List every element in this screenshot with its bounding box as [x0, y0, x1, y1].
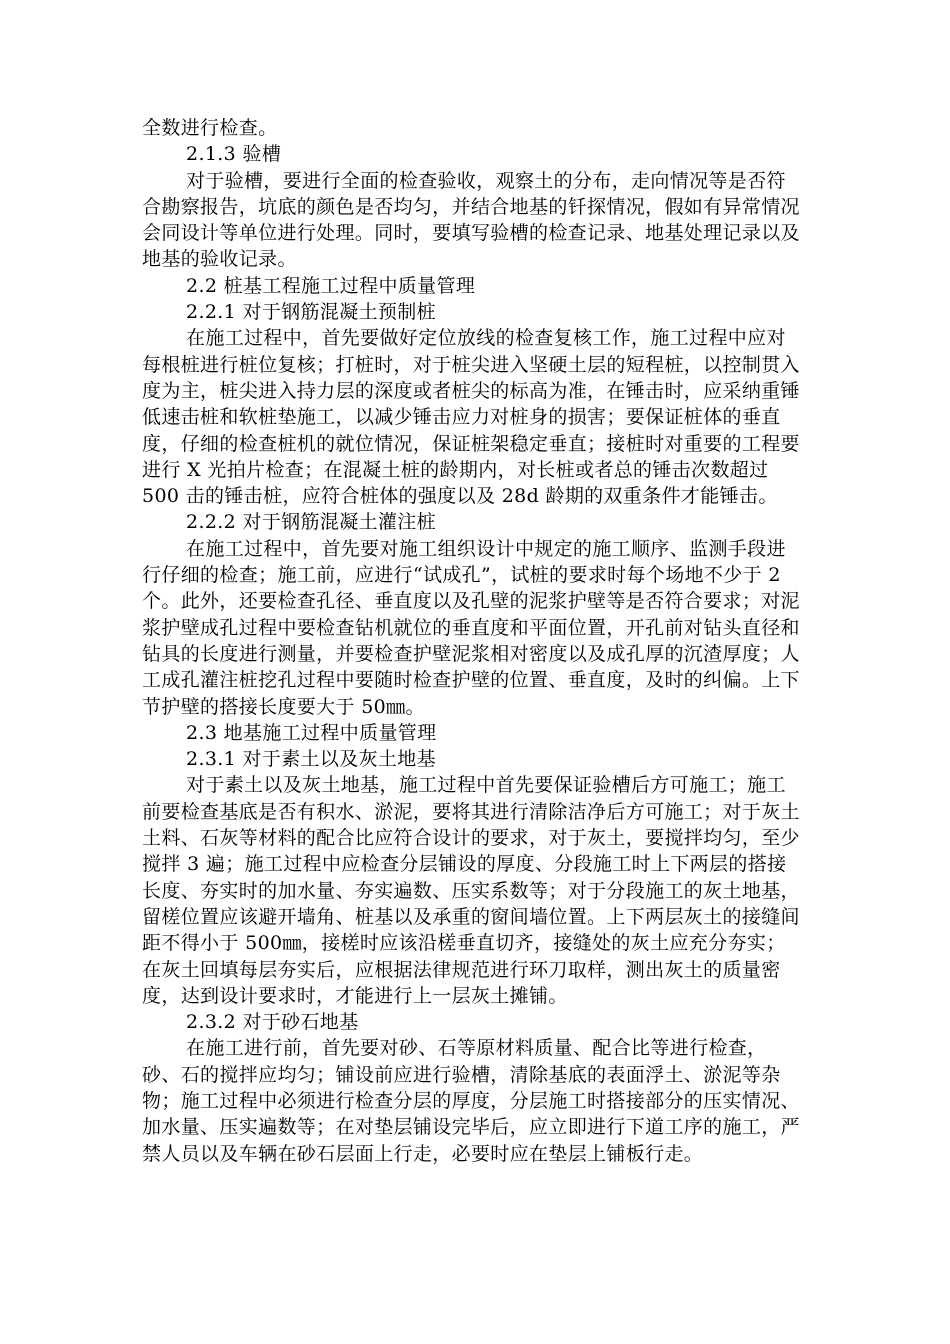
- paragraph-inspection-trench: 对于验槽，要进行全面的检查验收，观察土的分布，走向情况等是否符合勘察报告，坑底的颜色是否均匀，并结合地基的钎探情况，假如有异常情况会同设计等单位进行处理。同时，要填写验槽的检查记录、地基处理记录以及地基的验收记录。: [142, 169, 800, 271]
- paragraph-sand-gravel-foundation: 在施工进行前，首先要对砂、石等原材料质量、配合比等进行检查，砂、石的搅拌应均匀；铺设前应进行验槽，清除基底的表面浮土、淤泥等杂物；施工过程中必须进行检查分层的厚度，分层施工时搭接部分的压实情况、加水量、压实遍数等；在对垫层铺设完毕后，应立即进行下道工序的施工，严禁人员以及车辆在砂石层面上行走，必要时应在垫层上铺板行走。: [142, 1037, 800, 1165]
- paragraph-lime-soil-foundation: 对于素土以及灰土地基，施工过程中首先要保证验槽后方可施工；施工前要检查基底是否有积水、淤泥，要将其进行清除洁净后方可施工；对于灰土土料、石灰等材料的配合比应符合设计的要求，对于灰土，要搅拌均匀，至少搅拌 3 遍；施工过程中应检查分层铺设的厚度、分段施工时上下两层的搭接长度、夯实时的加水量、夯实遍数、压实系数等；对于分段施工的灰土地基，留槎位置应该避开墙角、桩基以及承重的窗间墙位置。上下两层灰土的接缝间距不得小于 500㎜，接槎时应该沿槎垂直切齐，接缝处的灰土应充分夯实；在灰土回填每层夯实后，应根据法律规范进行环刀取样，测出灰土的质量密度，达到设计要求时，才能进行上一层灰土摊铺。: [142, 774, 800, 1007]
- section-heading-2-2-1: 2.2.1 对于钢筋混凝土预制桩: [186, 301, 436, 324]
- paragraph-continued: 全数进行检查。: [142, 117, 278, 139]
- section-heading-2-3-2: 2.3.2 对于砂石地基: [186, 1011, 359, 1034]
- paragraph-cast-in-place-pile: 在施工过程中，首先要对施工组织设计中规定的施工顺序、监测手段进行仔细的检查；施工前，应进行“试成孔”，试桩的要求时每个场地不少于 2 个。此外，还要检查孔径、垂直度以及孔壁的泥浆护壁等是否符合要求；对泥浆护壁成孔过程中要检查钻机就位的垂直度和平面位置，开孔前对钻头直径和钻具的长度进行测量，并要检查护壁泥浆相对密度以及成孔厚的沉渣厚度；人工成孔灌注桩挖孔过程中要随时检查护壁的位置、垂直度，及时的纠偏。上下节护壁的搭接长度要大于 50㎜。: [142, 537, 800, 718]
- section-heading-2-1-3: 2.1.3 验槽: [186, 143, 282, 166]
- section-heading-2-3-1: 2.3.1 对于素土以及灰土地基: [186, 748, 436, 771]
- section-heading-2-2: 2.2 桩基工程施工过程中质量管理: [186, 274, 476, 297]
- paragraph-precast-pile: 在施工过程中，首先要做好定位放线的检查复核工作，施工过程中应对每根桩进行桩位复核；打桩时，对于桩尖进入坚硬土层的短程桩，以控制贯入度为主，桩尖进入持力层的深度或者桩尖的标高为准，在锤击时，应采纳重锤低速击桩和软桩垫施工，以减少锤击应力对桩身的损害；要保证桩体的垂直度，仔细的检查桩机的就位情况，保证桩架稳定垂直；接桩时对重要的工程要进行 X 光拍片检查；在混凝土桩的龄期内，对长桩或者总的锤击次数超过 500 击的锤击桩，应符合桩体的强度以及 28d 龄期的双重条件才能锤击。: [142, 327, 800, 508]
- document-body: [142, 115, 802, 1167]
- section-heading-2-3: 2.3 地基施工过程中质量管理: [186, 721, 437, 744]
- section-heading-2-2-2: 2.2.2 对于钢筋混凝土灌注桩: [186, 511, 436, 534]
